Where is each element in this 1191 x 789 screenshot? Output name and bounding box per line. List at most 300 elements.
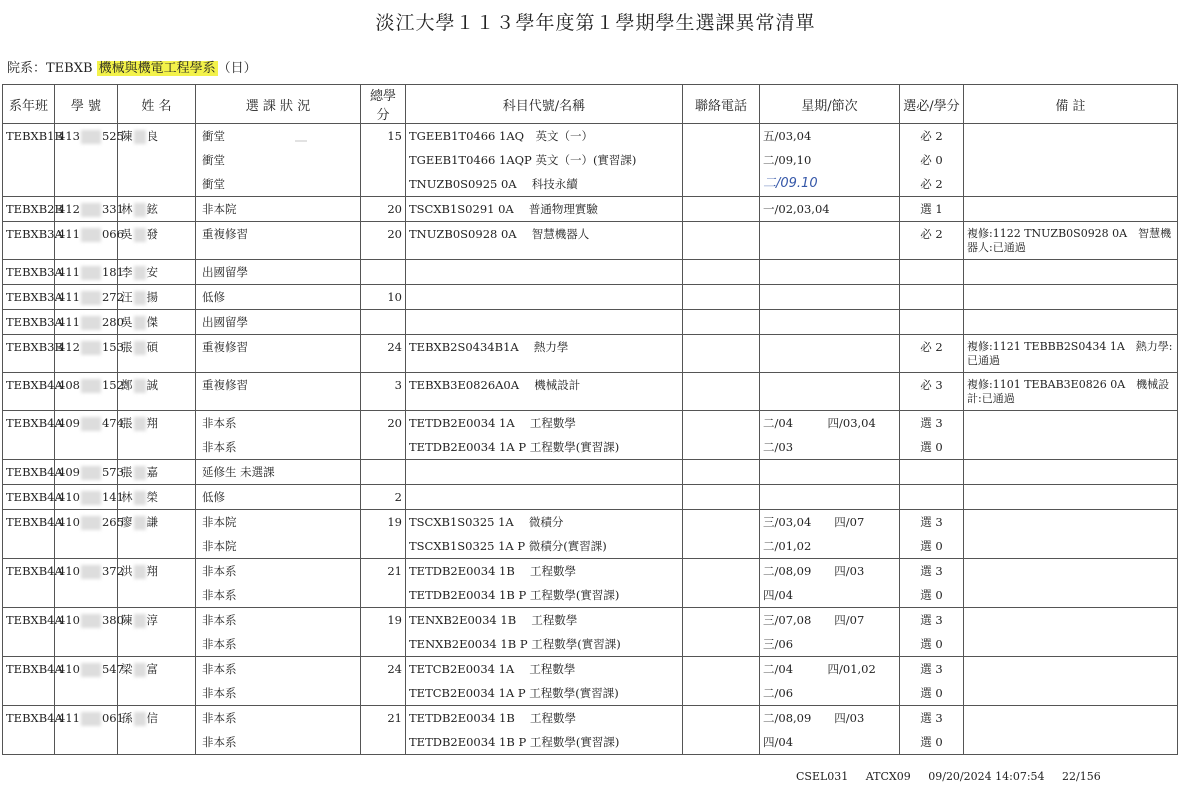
cell-schedule <box>760 124 900 197</box>
required-credit-text: 選 0 <box>920 686 943 700</box>
schedule-text <box>763 260 896 284</box>
status-text: 非本院 <box>202 539 237 553</box>
remark-text <box>967 706 1174 711</box>
cell-status <box>196 197 361 222</box>
required-credit-text: 選 3 <box>920 613 943 627</box>
status-text: 非本系 <box>202 662 237 676</box>
cell-credits <box>361 260 406 285</box>
cell-remark <box>964 411 1178 460</box>
table-row <box>3 197 1178 222</box>
remark-text <box>967 485 1174 490</box>
name-last-char: 謙 <box>146 515 158 529</box>
name-first-char: 洪 <box>121 564 133 578</box>
cell-credits <box>361 559 406 608</box>
cell-course <box>406 124 683 197</box>
cell-student-id <box>55 310 124 335</box>
cell-course <box>406 222 683 260</box>
cell-status <box>196 373 361 411</box>
cell-status <box>196 485 361 510</box>
cell-name <box>118 335 196 373</box>
student-id-suffix: 265 <box>101 515 124 529</box>
cell-class <box>3 260 63 285</box>
cell-course <box>406 197 683 222</box>
cell-class <box>3 197 63 222</box>
status-text: 非本院 <box>202 202 237 216</box>
status-text: 延修生 未選課 <box>202 465 275 479</box>
class-text: TEBXB4A <box>6 515 63 529</box>
cell-remark <box>964 335 1178 373</box>
cell-schedule <box>760 260 900 285</box>
department-name: 機械與機電工程學系 <box>98 61 216 76</box>
student-id-suffix: 181 <box>101 265 124 279</box>
credits-text: 20 <box>387 416 402 430</box>
redaction-blur <box>134 466 146 480</box>
cell-schedule <box>760 197 900 222</box>
cell-name <box>118 460 196 485</box>
class-text: TEBXB1B <box>6 129 63 143</box>
cell-schedule <box>760 657 900 706</box>
remark-text <box>967 657 1174 662</box>
student-id-suffix: 061 <box>101 711 124 725</box>
cell-remark <box>964 222 1178 260</box>
table-row <box>3 559 1178 608</box>
required-credit-text <box>903 260 960 284</box>
table-row <box>3 608 1178 657</box>
class-text: TEBXB4A <box>6 490 63 504</box>
remark-text <box>967 197 1174 202</box>
cell-schedule <box>760 510 900 559</box>
cell-student-id <box>55 285 124 310</box>
course-text: TETDB2E0034 1A P 工程數學(實習課) <box>409 440 620 454</box>
cell-class <box>3 285 63 310</box>
remark-text <box>967 608 1174 613</box>
status-text: 衝堂 <box>202 177 225 191</box>
schedule-text: 二/01,02 <box>763 539 812 553</box>
cell-student-id <box>55 657 124 706</box>
cell-required <box>900 411 964 460</box>
credits-text: 21 <box>387 564 402 578</box>
required-credit-text: 必 3 <box>920 378 943 392</box>
status-text: 重複修習 <box>202 340 248 354</box>
cell-status <box>196 657 361 706</box>
cell-name <box>118 608 196 657</box>
schedule-text: 四/04 <box>763 588 794 602</box>
credits-text: 20 <box>387 202 402 216</box>
student-id-suffix: 152 <box>101 378 124 392</box>
cell-remark <box>964 260 1178 285</box>
redaction-blur <box>81 341 101 355</box>
student-id-prefix: 411 <box>58 290 80 304</box>
cell-class <box>3 124 63 197</box>
table-row <box>3 460 1178 485</box>
course-text: TNUZB0S0928 0A 智慧機器人 <box>409 227 590 241</box>
cell-remark <box>964 460 1178 485</box>
cell-status <box>196 608 361 657</box>
name-first-char: 林 <box>121 202 133 216</box>
schedule-text: 三/07,08 四/07 <box>763 613 865 627</box>
student-id-suffix: 272 <box>101 290 124 304</box>
cell-schedule <box>760 608 900 657</box>
course-text: TETDB2E0034 1B P 工程數學(實習課) <box>409 735 620 749</box>
student-id-prefix: 408 <box>58 378 80 392</box>
cell-status <box>196 335 361 373</box>
name-last-char: 榮 <box>146 490 158 504</box>
name-first-char: 汪 <box>121 290 133 304</box>
student-id-suffix: 153 <box>101 340 124 354</box>
redaction-blur <box>134 228 146 242</box>
student-id-prefix: 409 <box>58 416 80 430</box>
schedule-text <box>763 335 896 359</box>
class-text: TEBXB3A <box>6 315 63 329</box>
name-last-char: 富 <box>146 662 158 676</box>
cell-phone <box>683 335 760 373</box>
status-text: 非本系 <box>202 637 237 651</box>
cell-phone <box>683 706 760 755</box>
redaction-blur <box>81 565 101 579</box>
redaction-blur <box>134 130 146 144</box>
cell-credits <box>361 460 406 485</box>
name-last-char: 傑 <box>146 315 158 329</box>
class-text: TEBXB3A <box>6 265 63 279</box>
cell-credits <box>361 706 406 755</box>
cell-class <box>3 485 63 510</box>
schedule-text: 二/09,10 <box>763 153 812 167</box>
redaction-blur <box>134 341 146 355</box>
redaction-blur <box>134 712 146 726</box>
course-text: TSCXB1S0325 1A 微積分 <box>409 515 564 529</box>
cell-class <box>3 335 63 373</box>
student-id-prefix: 410 <box>58 490 80 504</box>
cell-remark <box>964 124 1178 197</box>
course-text: TETDB2E0034 1B 工程數學 <box>409 564 576 578</box>
name-first-char: 廖 <box>121 515 133 529</box>
table-row <box>3 222 1178 260</box>
student-id-prefix: 413 <box>58 129 80 143</box>
redaction-blur <box>134 417 146 431</box>
required-credit-text: 選 0 <box>920 440 943 454</box>
cell-name <box>118 222 196 260</box>
class-text: TEBXB3A <box>6 227 63 241</box>
name-last-char: 碩 <box>146 340 158 354</box>
student-id-suffix: 066 <box>101 227 124 241</box>
credits-text: 19 <box>387 613 402 627</box>
cell-credits <box>361 657 406 706</box>
credits-text: 19 <box>387 515 402 529</box>
cell-required <box>900 460 964 485</box>
cell-required <box>900 197 964 222</box>
name-last-char: 揚 <box>146 290 158 304</box>
cell-phone <box>683 608 760 657</box>
redaction-blur <box>134 491 146 505</box>
schedule-text: 二/04 四/01,02 <box>763 662 876 676</box>
schedule-text: 二/08,09 四/03 <box>763 711 865 725</box>
schedule-text <box>763 373 896 397</box>
cell-name <box>118 657 196 706</box>
document-title: 淡江大學１１３學年度第１學期學生選課異常清單 <box>375 12 816 34</box>
redaction-blur <box>81 663 101 677</box>
course-text: TETDB2E0034 1A 工程數學 <box>409 416 576 430</box>
cell-remark <box>964 373 1178 411</box>
schedule-text: 二/08,09 四/03 <box>763 564 865 578</box>
cell-student-id <box>55 460 124 485</box>
student-id-suffix: 331 <box>101 202 124 216</box>
cell-remark <box>964 706 1178 755</box>
cell-remark <box>964 310 1178 335</box>
cell-class <box>3 460 63 485</box>
cell-student-id <box>55 510 124 559</box>
header-phone: 聯絡電話 <box>683 85 760 124</box>
cell-required <box>900 706 964 755</box>
required-credit-text <box>903 485 960 509</box>
cell-credits <box>361 335 406 373</box>
cell-remark <box>964 197 1178 222</box>
credits-text: 15 <box>387 129 402 143</box>
status-text: 低修 <box>202 290 225 304</box>
cell-required <box>900 335 964 373</box>
required-credit-text: 選 0 <box>920 588 943 602</box>
cell-credits <box>361 197 406 222</box>
name-last-char: 嘉 <box>146 465 158 479</box>
redaction-blur <box>81 316 101 330</box>
cell-schedule <box>760 285 900 310</box>
schedule-text <box>763 310 896 334</box>
cell-schedule <box>760 335 900 373</box>
cell-schedule <box>760 559 900 608</box>
cell-schedule <box>760 706 900 755</box>
cell-phone <box>683 510 760 559</box>
cell-remark <box>964 510 1178 559</box>
required-credit-text: 必 2 <box>920 340 943 354</box>
status-text: 出國留學 <box>202 265 248 279</box>
status-text: 非本系 <box>202 564 237 578</box>
schedule-text: 三/06 <box>763 637 794 651</box>
credits-text: 3 <box>394 378 402 392</box>
required-credit-text: 選 0 <box>920 539 943 553</box>
cell-required <box>900 310 964 335</box>
required-credit-text: 選 3 <box>920 564 943 578</box>
credits-text: 10 <box>387 290 402 304</box>
cell-course <box>406 285 683 310</box>
course-text <box>409 285 679 309</box>
cell-class <box>3 310 63 335</box>
cell-status <box>196 222 361 260</box>
redaction-blur <box>134 291 146 305</box>
name-last-char: 淳 <box>146 613 158 627</box>
student-id-prefix: 411 <box>58 227 80 241</box>
student-id-suffix: 280 <box>101 315 124 329</box>
cell-student-id <box>55 124 124 197</box>
status-text: 衝堂 <box>202 129 225 143</box>
cell-status <box>196 411 361 460</box>
student-id-prefix: 410 <box>58 662 80 676</box>
remark-text <box>967 310 1174 315</box>
cell-phone <box>683 373 760 411</box>
cell-status <box>196 124 361 197</box>
required-credit-text <box>903 310 960 334</box>
course-text: TGEEB1T0466 1AQ 英文（一） <box>409 129 594 143</box>
cell-status <box>196 310 361 335</box>
name-last-char: 發 <box>146 227 158 241</box>
cell-credits <box>361 411 406 460</box>
status-text: 非本系 <box>202 416 237 430</box>
name-last-char: 信 <box>146 711 158 725</box>
status-text: 非本系 <box>202 735 237 749</box>
cell-name <box>118 124 196 197</box>
cell-student-id <box>55 335 124 373</box>
required-credit-text: 選 3 <box>920 416 943 430</box>
cell-course <box>406 706 683 755</box>
schedule-text <box>763 222 896 246</box>
schedule-text: 一/02,03,04 <box>763 202 830 216</box>
cell-student-id <box>55 411 124 460</box>
department-label <box>7 57 257 76</box>
cell-name <box>118 373 196 411</box>
name-last-char: 安 <box>146 265 158 279</box>
class-text: TEBXB4A <box>6 416 63 430</box>
status-text: 非本系 <box>202 613 237 627</box>
header-credits: 總學分 <box>361 85 406 124</box>
cell-student-id <box>55 706 124 755</box>
cell-required <box>900 260 964 285</box>
cell-status <box>196 559 361 608</box>
student-id-prefix: 412 <box>58 202 80 216</box>
student-id-suffix: 380 <box>101 613 124 627</box>
name-first-char: 張 <box>121 416 133 430</box>
cell-course <box>406 335 683 373</box>
student-id-prefix: 409 <box>58 465 80 479</box>
status-text: 重複修習 <box>202 378 248 392</box>
credits-text: 24 <box>387 340 402 354</box>
required-credit-text: 必 2 <box>920 227 943 241</box>
cell-student-id <box>55 373 124 411</box>
remark-text <box>967 124 1174 129</box>
course-text: TENXB2E0034 1B 工程數學 <box>409 613 578 627</box>
cell-course <box>406 657 683 706</box>
redaction-blur <box>81 614 101 628</box>
name-first-char: 林 <box>121 490 133 504</box>
cell-phone <box>683 657 760 706</box>
course-text: TETDB2E0034 1B P 工程數學(實習課) <box>409 588 620 602</box>
schedule-text: 四/04 <box>763 735 794 749</box>
cell-class <box>3 222 63 260</box>
cell-remark <box>964 485 1178 510</box>
schedule-text <box>763 485 896 509</box>
credits-text <box>364 310 402 334</box>
cell-remark <box>964 559 1178 608</box>
department-suffix: （日） <box>217 61 257 76</box>
course-text <box>409 460 679 484</box>
cell-course <box>406 559 683 608</box>
remark-text <box>967 411 1174 416</box>
student-id-prefix: 410 <box>58 564 80 578</box>
remark-text: 複修:1121 TEBBB2S0434 1A 熱力學:已通過 <box>967 340 1173 367</box>
cell-course <box>406 608 683 657</box>
required-credit-text: 必 2 <box>920 129 943 143</box>
name-first-char: 張 <box>121 340 133 354</box>
course-text <box>409 485 679 509</box>
table-row <box>3 124 1178 197</box>
course-text: TETDB2E0034 1B 工程數學 <box>409 711 576 725</box>
class-text: TEBXB4A <box>6 564 63 578</box>
cell-phone <box>683 310 760 335</box>
table-row <box>3 310 1178 335</box>
department-prefix: 院系：TEBXB <box>7 61 97 76</box>
header-student-id: 學 號 <box>55 85 118 124</box>
cell-phone <box>683 285 760 310</box>
cell-credits <box>361 608 406 657</box>
cell-schedule <box>760 460 900 485</box>
cell-class <box>3 706 63 755</box>
required-credit-text <box>903 285 960 309</box>
remark-text <box>967 559 1174 564</box>
cell-name <box>118 310 196 335</box>
required-credit-text: 選 0 <box>920 637 943 651</box>
class-text: TEBXB3A <box>6 290 63 304</box>
required-credit-text: 必 0 <box>920 153 943 167</box>
student-id-suffix: 141 <box>101 490 124 504</box>
name-first-char: 陳 <box>121 613 133 627</box>
cell-required <box>900 510 964 559</box>
cell-status <box>196 260 361 285</box>
table-row <box>3 285 1178 310</box>
cell-student-id <box>55 485 124 510</box>
footer-page-number: 22/156 <box>1062 770 1101 783</box>
cell-student-id <box>55 260 124 285</box>
schedule-text <box>763 285 896 309</box>
cell-required <box>900 124 964 197</box>
name-first-char: 張 <box>121 465 133 479</box>
footer-system-code: ATCX09 <box>865 770 911 783</box>
header-course: 科目代號/名稱 <box>406 85 683 124</box>
schedule-text: 二/03 <box>763 440 794 454</box>
cell-phone <box>683 260 760 285</box>
redaction-blur <box>134 203 146 217</box>
student-id-suffix: 372 <box>101 564 124 578</box>
course-text <box>409 310 679 334</box>
cell-phone <box>683 197 760 222</box>
cell-class <box>3 559 63 608</box>
name-last-char: 鉉 <box>146 202 158 216</box>
cell-phone <box>683 124 760 197</box>
cell-required <box>900 608 964 657</box>
name-last-char: 翔 <box>146 416 158 430</box>
course-text: TENXB2E0034 1B P 工程數學(實習課) <box>409 637 621 651</box>
student-id-prefix: 410 <box>58 613 80 627</box>
cell-class <box>3 373 63 411</box>
cell-status <box>196 706 361 755</box>
course-text: TEBXB2S0434B1A 熱力學 <box>409 340 569 354</box>
required-credit-text: 必 2 <box>920 177 943 191</box>
cell-name <box>118 510 196 559</box>
student-id-prefix: 410 <box>58 515 80 529</box>
redaction-blur <box>134 379 146 393</box>
schedule-text <box>763 460 896 484</box>
name-first-char: 李 <box>121 265 133 279</box>
status-text: 出國留學 <box>202 315 248 329</box>
redaction-blur <box>81 491 101 505</box>
status-text: 低修 <box>202 490 225 504</box>
cell-credits <box>361 124 406 197</box>
name-last-char: 翔 <box>146 564 158 578</box>
table-row <box>3 373 1178 411</box>
page-footer <box>796 770 1115 783</box>
cell-schedule <box>760 373 900 411</box>
cell-name <box>118 260 196 285</box>
cell-required <box>900 285 964 310</box>
cell-required <box>900 373 964 411</box>
cell-phone <box>683 222 760 260</box>
schedule-text: 五/03,04 <box>763 129 812 143</box>
